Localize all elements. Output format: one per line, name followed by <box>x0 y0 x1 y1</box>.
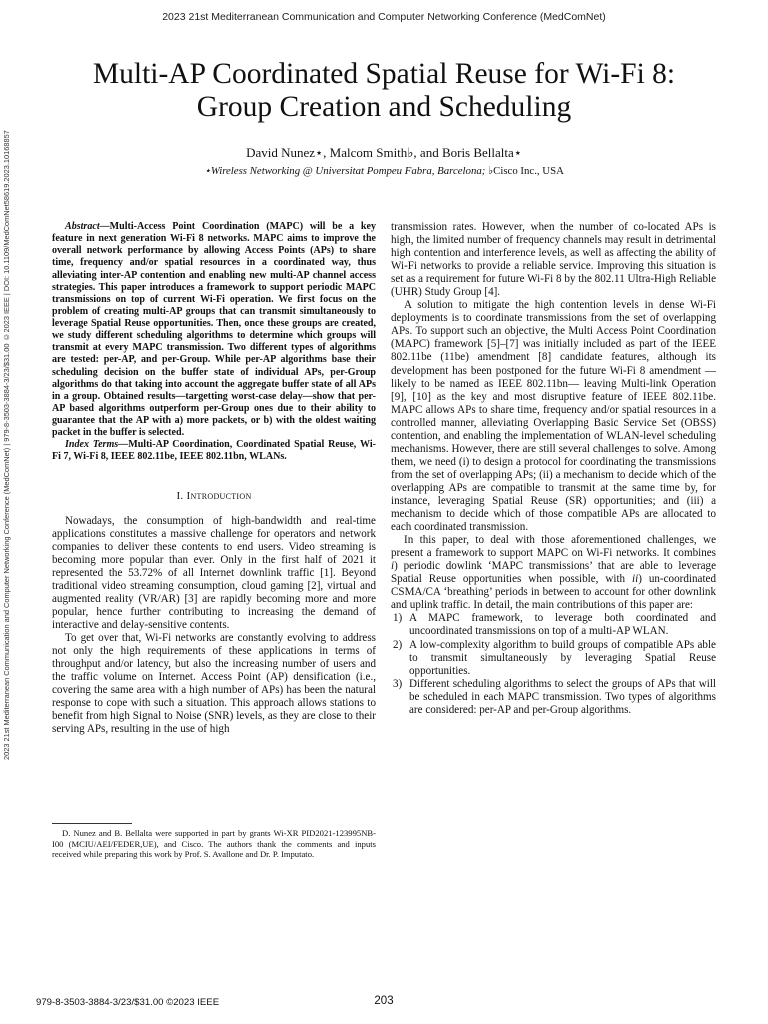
page-number: 203 <box>374 995 394 1007</box>
p4-roman-ii: ii <box>632 573 639 586</box>
index-terms-label: Index Terms <box>65 439 119 451</box>
footnote-text: D. Nunez and B. Bellalta were supported in part by grants Wi-XR PID2021-123995NB-I00 (MCIU/AEI/FEDER,UE), and Cisco. The authors thank the comments and inputs received while preparing this work by Prof. S. Avallone and Dr. P. Imputato. <box>52 828 376 860</box>
section-heading-introduction <box>52 490 376 503</box>
p4-part-a: In this paper, to deal with those aforementioned challenges, we present a framework to support MAPC on Wi-Fi networks. It combines <box>391 534 716 560</box>
index-terms-text: —Multi-AP Coordination, Coordinated Spatial Reuse, Wi-Fi 7, Wi-Fi 8, IEEE 802.11be, IEEE 802.11bn, WLANs. <box>52 439 376 463</box>
list-item <box>391 612 716 638</box>
conference-header: 2023 21st Mediterranean Communication and Computer Networking Conference (MedComNet) <box>162 11 606 23</box>
p4-part-b: ) periodic dowlink ‘MAPC transmissions’ that are able to leverage Spatial Reuse opportunities when possible, with <box>391 560 716 586</box>
abstract-label: Abstract <box>65 221 100 232</box>
abstract-text: —Multi-Access Point Coordination (MAPC) will be a key feature in next generation Wi-Fi 8 networks. MAPC aims to improve the overall network performance by allowing Access Points (APs) to share time, frequency and/or spatial resources in a coordinated way, thus alleviating inter-AP contention and enabling new multi-AP channel access strategies. This paper introduces a framework to support periodic MAPC transmissions on top of current Wi-Fi operation. We first focus on the problem of creating multi-AP groups that can transmit simultaneously to leverage Spatial Reuse opportunities. Then, once these groups are created, we study different scheduling algorithms to determine which groups will transmit at every MAPC transmission. Two different types of algorithms are tested: per-AP, and per-Group. While per-AP algorithms base their scheduling decision on the buffer state of individual APs, per-Group algorithms do that taking into account the aggregate buffer state of all APs in a group. Obtained results—targetting worst-case delay—show that per-AP based algorithms outperform per-Group ones due to their ability to guarantee that the AP with a) more packets, or b) with the oldest waiting packet in the buffer is selected. <box>52 221 376 439</box>
affiliation-cisco: ♭Cisco Inc., USA <box>485 165 564 177</box>
list-item-text: A MAPC framework, to leverage both coordinated and uncoordinated transmissions on top of a multi-AP WLAN. <box>409 612 716 638</box>
list-item <box>391 678 716 717</box>
p4-roman-i: i <box>391 560 395 573</box>
p4-part-c: ) un-coordinated CSMA/CA ‘breathing’ periods in between to account for other downlink and uplink traffic. In detail, the main contributions of this paper are: <box>391 573 716 612</box>
list-item-number: 3) <box>393 677 403 690</box>
list-item-text: A low-complexity algorithm to build groups of compatible APs able to transmit simultaneously by leveraging Spatial Reuse opportunities. <box>409 638 716 677</box>
affiliations <box>0 164 768 177</box>
intro-paragraph-1: Nowadays, the consumption of high-bandwidth and real-time applications constitutes a massive challenge for operators and network companies to deliver these contents to end users. Video streaming is becoming more popular than ever. Only in the first half of 2021 it represented the 53.72% of all Internet downlink traffic [1]. Beyond traditional video streaming consumption, cloud gaming [2], virtual and augmented reality (VR/AR) [3] are rapidly becoming more and more popular, hence further contributing to increasing the demand of interactive and delay-sensitive contents. <box>52 514 376 631</box>
list-item-number: 1) <box>393 612 403 625</box>
affiliation-upf: ⋆Wireless Networking @ Universitat Pompeu Fabra, Barcelona; <box>204 165 486 177</box>
abstract <box>52 221 376 439</box>
intro-paragraph-4 <box>391 534 716 612</box>
list-item-text: Different scheduling algorithms to select the groups of APs that will be scheduled in each MAPC transmission. Two types of algorithms are considered: per-AP and per-Group algorithms. <box>409 677 716 716</box>
list-item <box>391 639 716 678</box>
intro-paragraph-2: To get over that, Wi-Fi networks are constantly evolving to address not only the high requirements of these applications in terms of throughput and/or latency, but also the increasing number of users and the traffic volume on Internet. Access Point (AP) densification (i.e., covering the same area with a high number of APs) has been the natural response to cope with such a situation. This approach allows stations to benefit from high Signal to Noise (SNR) levels, as they are close to their serving APs, resulting in the use of high <box>52 631 376 736</box>
index-terms <box>52 439 376 463</box>
contributions-list <box>391 612 716 716</box>
section-numeral: I. <box>176 489 187 502</box>
intro-paragraph-3: A solution to mitigate the high contention levels in dense Wi-Fi deployments is to coordinate transmissions from the set of overlapping APs. To support such an objective, the Multi Access Point Coordination (MAPC) framework [5]–[7] was initially included as part of the IEEE 802.11be (11be) amendment [8] candidate features, although its development has been postponed for the future Wi-Fi 8 amendment — likely to be named as IEEE 802.11bn— leaving Multi-link Operation [9], [10] as the key and most disruptive feature of IEEE 802.11be. MAPC allows APs to share time, frequency and/or spatial resources in a controlled manner, alleviating Overlapping Basic Service Set (OBSS) contention, and enabling the implementation of WLAN-level scheduling mechanisms. However, there are still several challenges to solve. Among them, we need (i) to design a protocol for coordinating the transmissions from the set of overlapping APs; (ii) a mechanism to decide which of the overlapping APs are compatible to transmit at the same time by, for instance, leveraging Spatial Reuse (SR) opportunities; and (iii) a mechanism to decide which of those compatible APs are allocated to each coordinated transmission. <box>391 299 716 534</box>
section-title: Introduction <box>186 489 252 502</box>
paper-title <box>40 58 728 124</box>
left-column <box>52 221 376 736</box>
right-column <box>391 221 716 717</box>
title-line-2: Group Creation and Scheduling <box>196 91 572 123</box>
intro-paragraph-continued: transmission rates. However, when the number of co-located APs is high, the limited number of frequency channels may result in detrimental high contention and interference levels, as well as affecting the ability of Wi-Fi networks to provide a reliable service. Improving this situation is set as a requirement for future Wi-Fi 8 by the 802.11 Ultra-High Reliable (UHR) Study Group [4]. <box>391 221 716 299</box>
isbn-copyright: 979-8-3503-3884-3/23/$31.00 ©2023 IEEE <box>36 997 220 1008</box>
side-doi-strip: 2023 21st Mediterranean Communication and Computer Networking Conference (MedComNet) | 979-8-3503-3884-3/23/$31.00 ©2023 IEEE | DOI: 10.1109/MedComNet58619.2023.10168857 <box>2 130 11 760</box>
footnote-divider <box>52 823 132 824</box>
funding-footnote <box>52 828 376 860</box>
title-line-1: Multi-AP Coordinated Spatial Reuse for Wi-Fi 8: <box>92 58 676 90</box>
list-item-number: 2) <box>393 638 403 651</box>
author-list: David Nunez⋆, Malcom Smith♭, and Boris Bellalta⋆ <box>246 145 522 160</box>
